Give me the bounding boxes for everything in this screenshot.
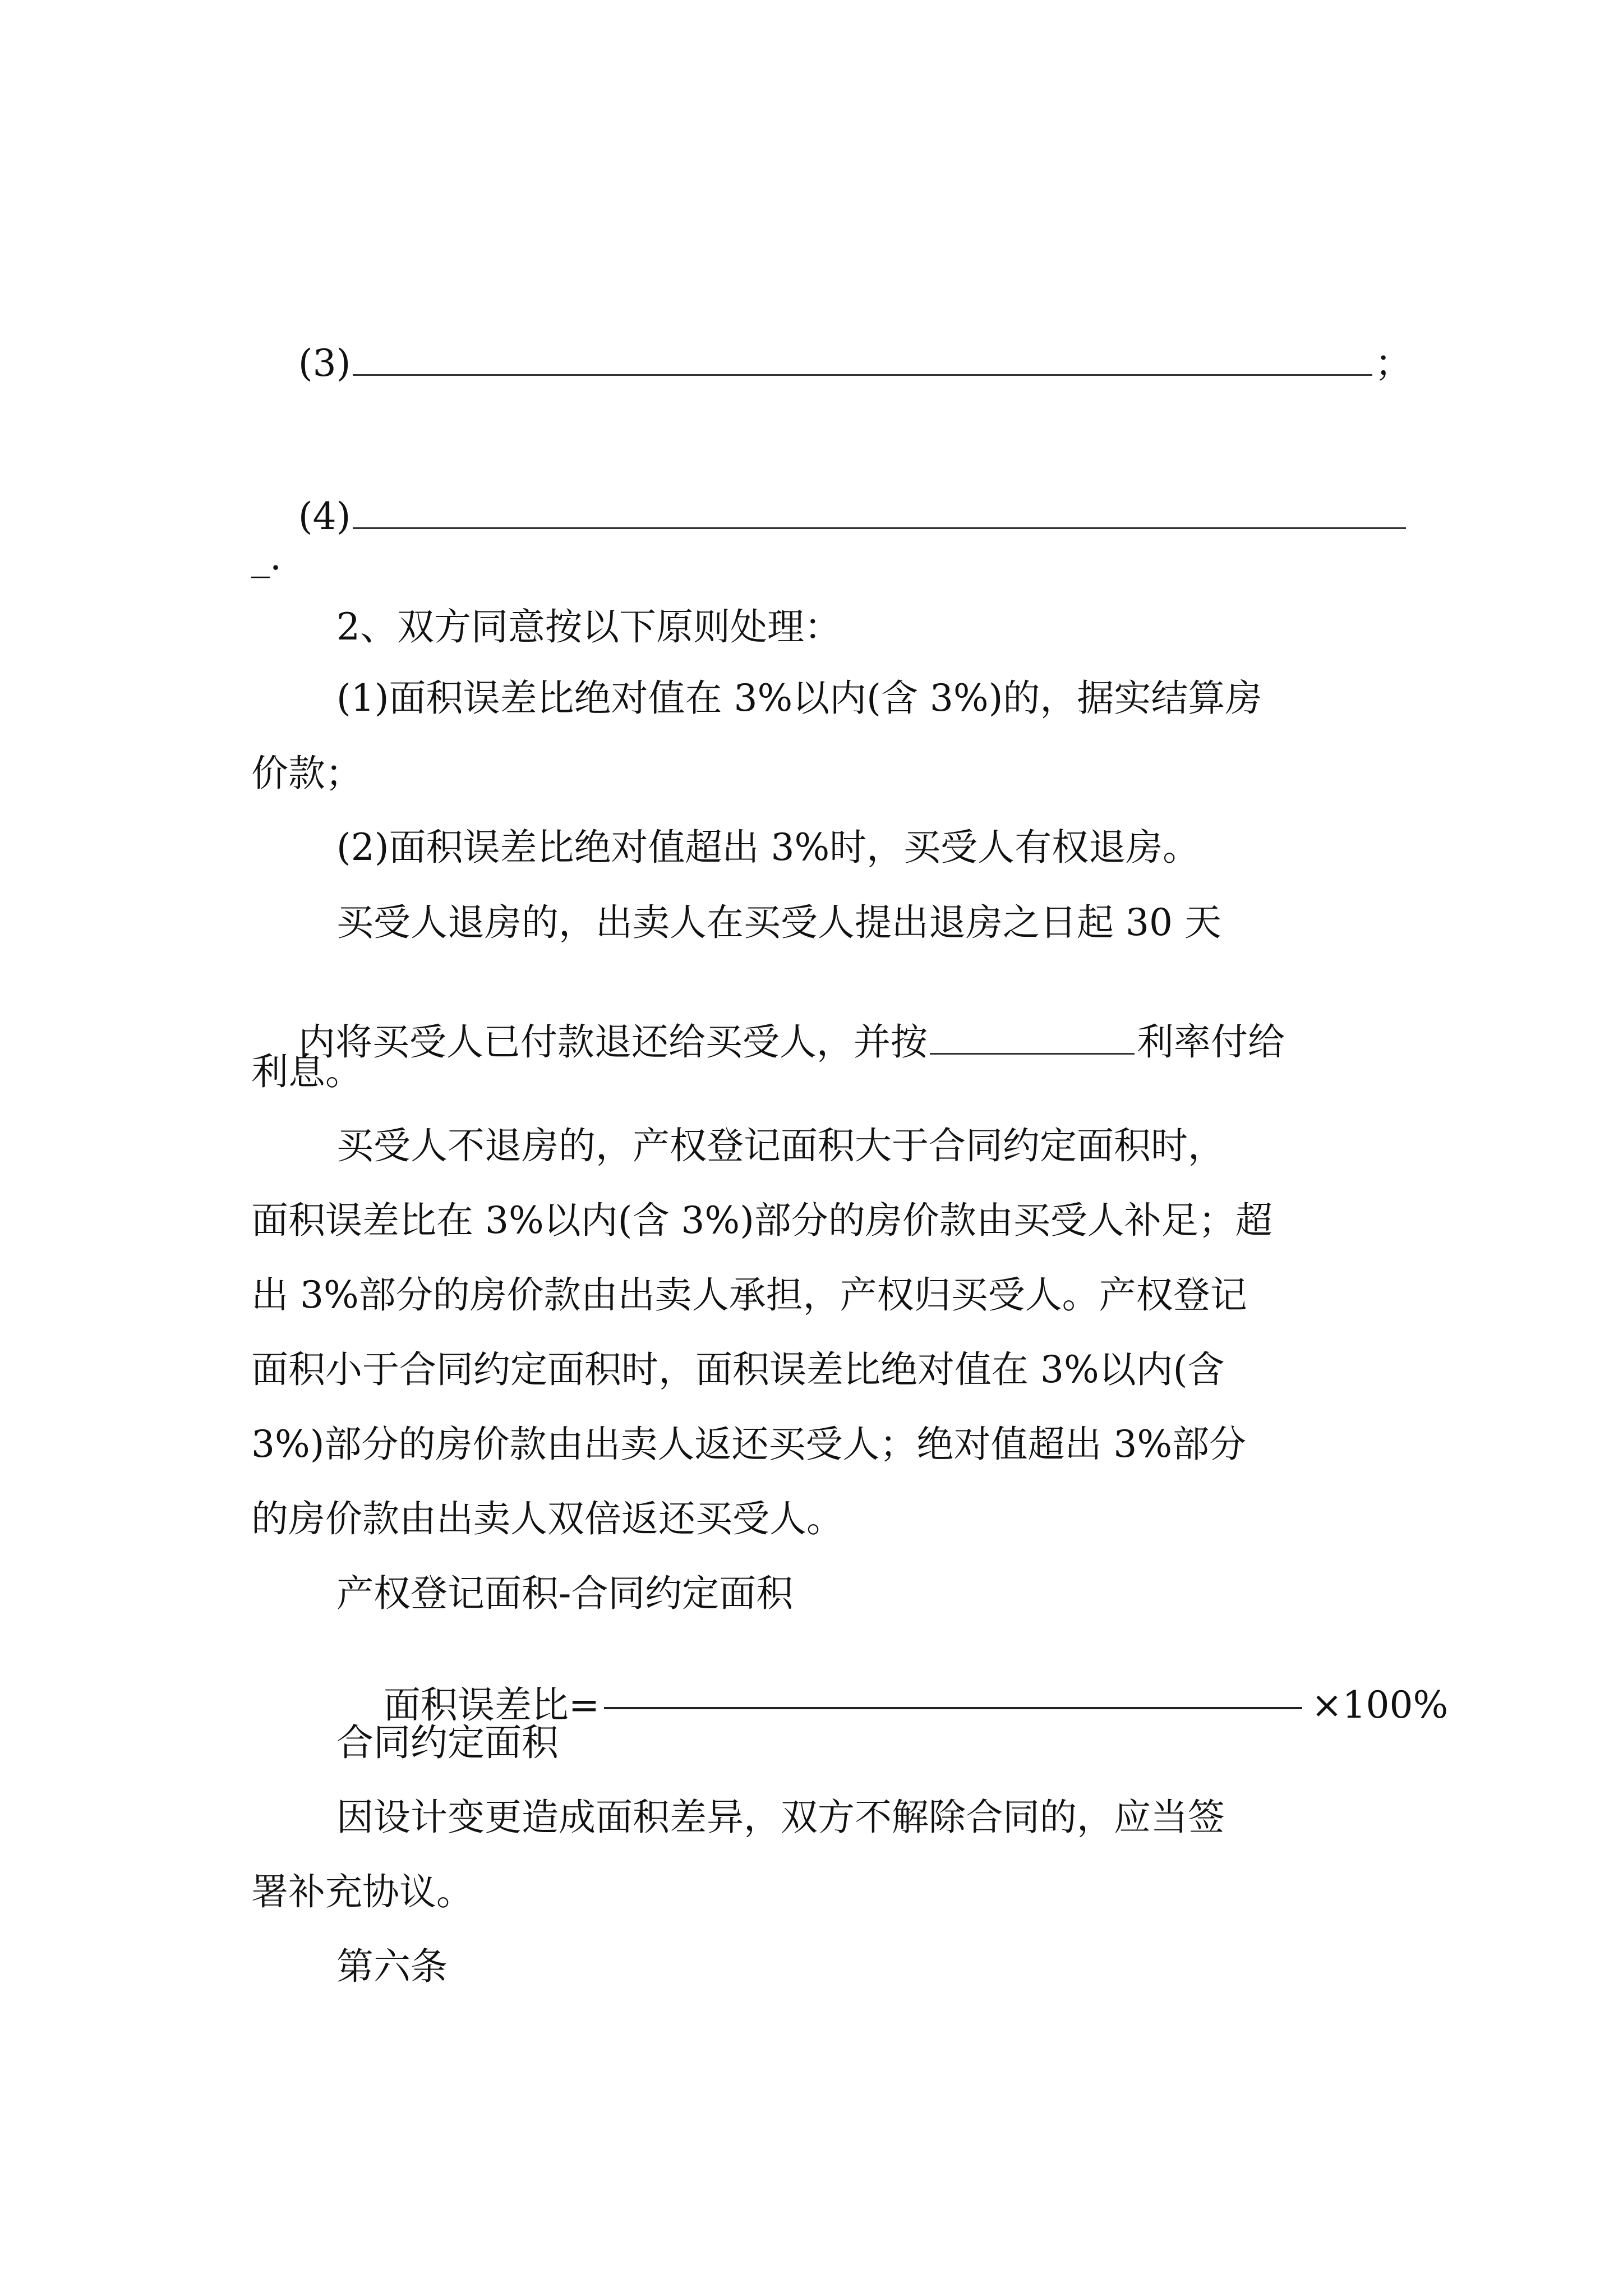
principle-1-line-2: 价款；	[251, 752, 362, 795]
refund-line-2	[251, 979, 1285, 1098]
item-3-label: (3)	[298, 342, 351, 385]
principles-heading: 2、双方同意按以下原则处理：	[336, 605, 841, 648]
design-change-line-1: 因设计变更造成面积差异，双方不解除合同的，应当签	[336, 1796, 1225, 1839]
fraction-bar	[604, 1707, 1302, 1709]
formula-rhs: ×100%	[1311, 1683, 1449, 1727]
item-3-line	[251, 300, 1412, 419]
interest-rate-blank	[930, 1016, 1135, 1055]
no-refund-line-1: 买受人不退房的，产权登记面积大于合同约定面积时，	[336, 1124, 1225, 1167]
formula-numerator: 产权登记面积-合同约定面积	[336, 1572, 794, 1615]
item-3-end: ；	[1375, 342, 1412, 385]
principle-1-line-1: (1)面积误差比绝对值在 3%以内(含 3%)的，据实结算房	[336, 677, 1262, 720]
item-4-label: (4)	[298, 495, 351, 538]
article-6-heading: 第六条	[336, 1945, 448, 1988]
item-4-line	[251, 453, 1408, 572]
principle-2: (2)面积误差比绝对值超出 3%时，买受人有权退房。	[336, 826, 1200, 869]
formula-lhs: 面积误差比=	[383, 1683, 600, 1727]
no-refund-line-4: 面积小于合同约定面积时，面积误差比绝对值在 3%以内(含	[251, 1348, 1225, 1391]
refund-line-2-after: 利率付给	[1136, 1020, 1285, 1064]
item-3-blank	[353, 337, 1372, 376]
refund-line-2-before: 内将买受人已付款退还给买受人，并按	[298, 1020, 928, 1064]
no-refund-line-5: 3%)部分的房价款由出卖人返还买受人；绝对值超出 3%部分	[251, 1423, 1247, 1466]
refund-line-1: 买受人退房的，出卖人在买受人提出退房之日起 30 天	[336, 901, 1221, 944]
no-refund-line-2: 面积误差比在 3%以内(含 3%)部分的房价款由买受人补足；超	[251, 1199, 1272, 1242]
no-refund-line-6: 的房价款由出卖人双倍返还买受人。	[251, 1497, 843, 1540]
no-refund-line-3: 出 3%部分的房价款由出卖人承担，产权归买受人。产权登记	[251, 1273, 1247, 1317]
design-change-line-2: 署补充协议。	[251, 1870, 473, 1913]
item-4-blank	[353, 490, 1406, 529]
formula-denominator: 合同约定面积	[336, 1721, 559, 1764]
item-4-continuation: _.	[251, 535, 282, 578]
refund-line-3: 利息。	[251, 1050, 362, 1093]
